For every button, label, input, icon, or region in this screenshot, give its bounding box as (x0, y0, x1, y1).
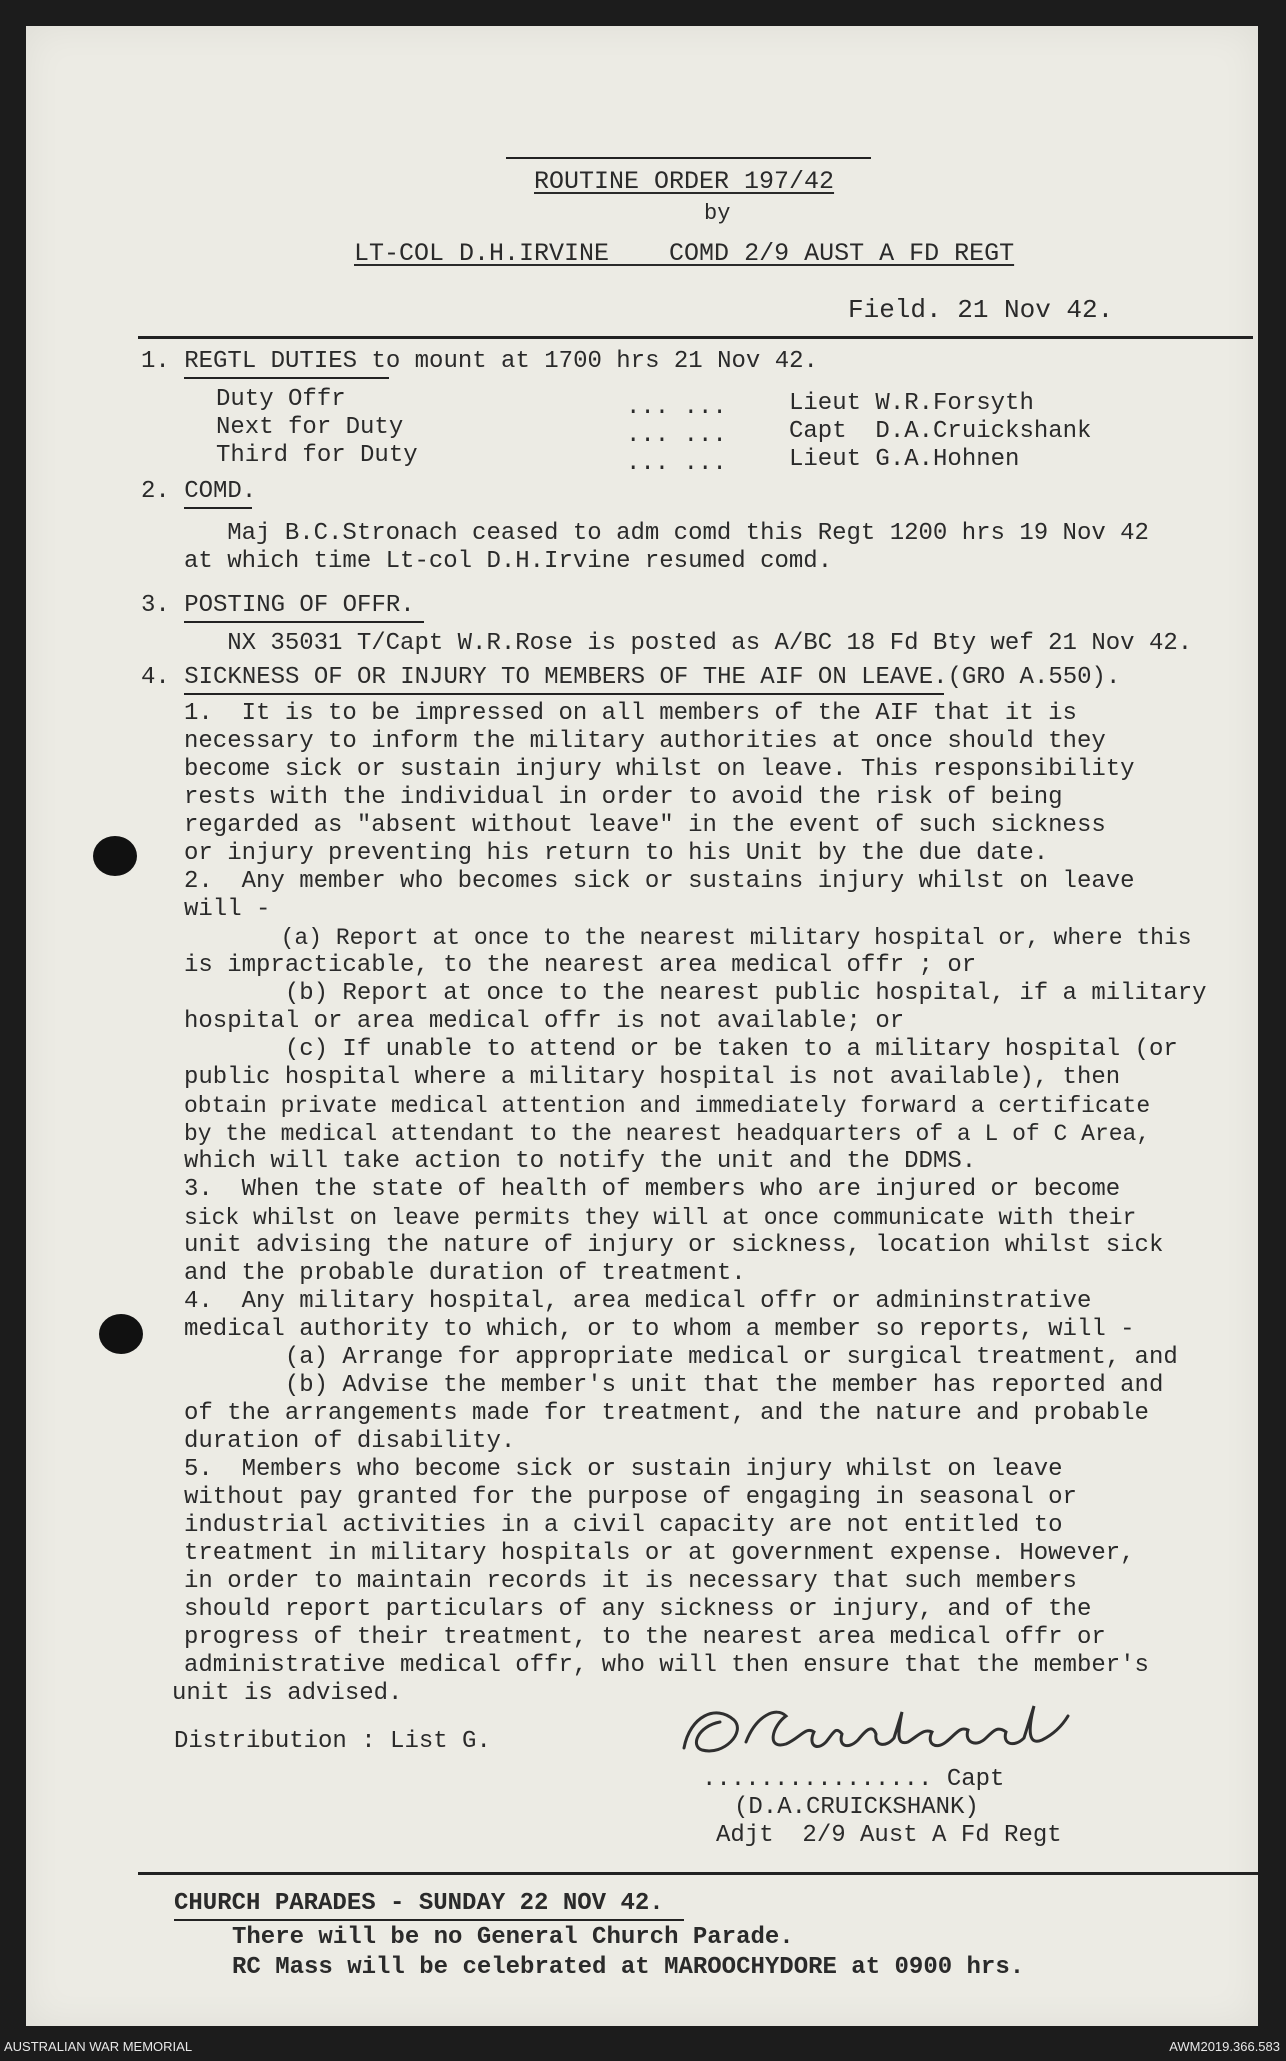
section4-line: (b) Report at once to the nearest public hospital, if a military (184, 980, 1207, 1007)
section4-line: necessary to inform the military authorities at once should they (184, 728, 1106, 755)
order-date: Field. 21 Nov 42. (848, 295, 1114, 325)
signature-icon (676, 1686, 1106, 1776)
punch-hole-top (93, 836, 137, 876)
order-by: by (704, 201, 731, 226)
section4-line: 2. Any member who becomes sick or sustains injury whilst on leave (184, 868, 1135, 895)
duty-dots-2: ... ... (626, 422, 727, 449)
section4-line: 1. It is to be impressed on all members of the AIF that it is (184, 700, 1077, 727)
order-title: ROUTINE ORDER 197/42 (534, 167, 835, 196)
section2-heading: 2. COMD. (141, 478, 257, 505)
document-page (26, 26, 1258, 2026)
section4-line: should report particulars of any sickness or injury, and of the (184, 1596, 1092, 1623)
section4-line: (c) If unable to attend or be taken to a military hospital (or (184, 1036, 1178, 1063)
duty-officer-3: Lieut G.A.Hohnen (789, 446, 1020, 473)
section4-line: regarded as "absent without leave" in the event of such sickness (184, 812, 1106, 839)
section4-line: is impracticable, to the nearest area medical offr ; or (184, 952, 977, 979)
duty-role-2: Next for Duty (216, 414, 404, 441)
section4-line: 5. Members who become sick or sustain injury whilst on leave (184, 1456, 1063, 1483)
section1-heading-underline (184, 377, 389, 379)
duty-dots-3: ... ... (626, 450, 727, 477)
section2-line-2: at which time Lt-col D.H.Irvine resumed comd. (184, 548, 833, 575)
section4-line: 4. Any military hospital, area medical offr or admininstrative (184, 1288, 1092, 1315)
church-line-1: There will be no General Church Parade. (232, 1924, 794, 1951)
footer-left: AUSTRALIAN WAR MEMORIAL (4, 2039, 193, 2054)
footer-rule (138, 1872, 1258, 1875)
section4-line: hospital or area medical offr is not available; or (184, 1008, 905, 1035)
section3-line: NX 35031 T/Capt W.R.Rose is posted as A/BC 18 Fd Bty wef 21 Nov 42. (184, 630, 1193, 657)
section4-heading: 4. SICKNESS OF OR INJURY TO MEMBERS OF THE AIF ON LEAVE.(GRO A.550). (141, 664, 1121, 691)
section2-line-1: Maj B.C.Stronach ceased to adm comd this Regt 1200 hrs 19 Nov 42 (184, 520, 1149, 547)
signature-name: (D.A.CRUICKSHANK) (734, 1794, 979, 1821)
section3-heading-underline (184, 621, 424, 623)
section4-line: (a) Report at once to the nearest military hospital or, where this (184, 925, 1192, 951)
signature-appointment: Adjt 2/9 Aust A Fd Regt (716, 1822, 1062, 1849)
section2-heading-underline (184, 507, 252, 509)
section4-line: sick whilst on leave permits they will at once communicate with their (184, 1205, 1137, 1231)
section4-line: become sick or sustain injury whilst on leave. This responsibility (184, 756, 1135, 783)
section4-line: duration of disability. (184, 1428, 516, 1455)
header-rule (138, 336, 1253, 339)
church-heading: CHURCH PARADES - SUNDAY 22 NOV 42. (174, 1890, 664, 1917)
duty-role-1: Duty Offr (216, 386, 346, 413)
signature-dotted-capt: ................ Capt (702, 1766, 1005, 1793)
duty-officer-2: Capt D.A.Cruickshank (789, 418, 1092, 445)
section4-line: medical authority to which, or to whom a member so reports, will - (184, 1316, 1135, 1343)
section1-heading: 1. REGTL DUTIES to mount at 1700 hrs 21 Nov 42. (141, 348, 818, 375)
section4-line: by the medical attendant to the nearest headquarters of a L of C Area, (184, 1121, 1151, 1147)
section4-line: in order to maintain records it is necessary that such members (184, 1568, 1077, 1595)
section4-line: of the arrangements made for treatment, and the nature and probable (184, 1400, 1149, 1427)
section4-line: (a) Arrange for appropriate medical or surgical treatment, and (184, 1344, 1178, 1371)
order-issuer: LT-COL D.H.IRVINE COMD 2/9 AUST A FD REGT (354, 239, 1015, 268)
section4-line: and the probable duration of treatment. (184, 1260, 746, 1287)
section4-line: public hospital where a military hospital is not available), then (184, 1064, 1121, 1091)
duty-officer-1: Lieut W.R.Forsyth (789, 390, 1034, 417)
section4-line: rests with the individual in order to avoid the risk of being (184, 784, 1063, 811)
section4-line: which will take action to notify the unit and the DDMS. (184, 1148, 977, 1175)
section4-line: without pay granted for the purpose of engaging in seasonal or (184, 1484, 1077, 1511)
duty-role-3: Third for Duty (216, 442, 418, 469)
section4-line: treatment in military hospitals or at government expense. However, (184, 1540, 1135, 1567)
section4-line: progress of their treatment, to the nearest area medical offr or (184, 1624, 1106, 1651)
force-line-underline (506, 157, 871, 159)
section4-line: will - (184, 896, 271, 923)
church-line-2: RC Mass will be celebrated at MAROOCHYDORE at 0900 hrs. (232, 1954, 1025, 1981)
distribution: Distribution : List G. (174, 1728, 491, 1755)
archive-footer (0, 2027, 1286, 2061)
section4-line: 3. When the state of health of members who are injured or become (184, 1176, 1121, 1203)
duty-dots-1: ... ... (626, 394, 727, 421)
section4-line: unit advising the nature of injury or sickness, location whilst sick (184, 1232, 1164, 1259)
section4-line: administrative medical offr, who will then ensure that the member's (184, 1652, 1149, 1679)
section4-last-line: unit is advised. (172, 1680, 403, 1707)
church-heading-underline (174, 1919, 684, 1921)
section4-line: obtain private medical attention and immediately forward a certificate (184, 1093, 1151, 1119)
punch-hole-bottom (99, 1314, 143, 1354)
section4-heading-underline (184, 693, 944, 695)
section4-line: or injury preventing his return to his Unit by the due date. (184, 840, 1049, 867)
section3-heading: 3. POSTING OF OFFR. (141, 592, 415, 619)
section4-line: industrial activities in a civil capacity are not entitled to (184, 1512, 1063, 1539)
section4-line: (b) Advise the member's unit that the member has reported and (184, 1372, 1164, 1399)
footer-right: AWM2019.366.583 (1169, 2039, 1280, 2054)
